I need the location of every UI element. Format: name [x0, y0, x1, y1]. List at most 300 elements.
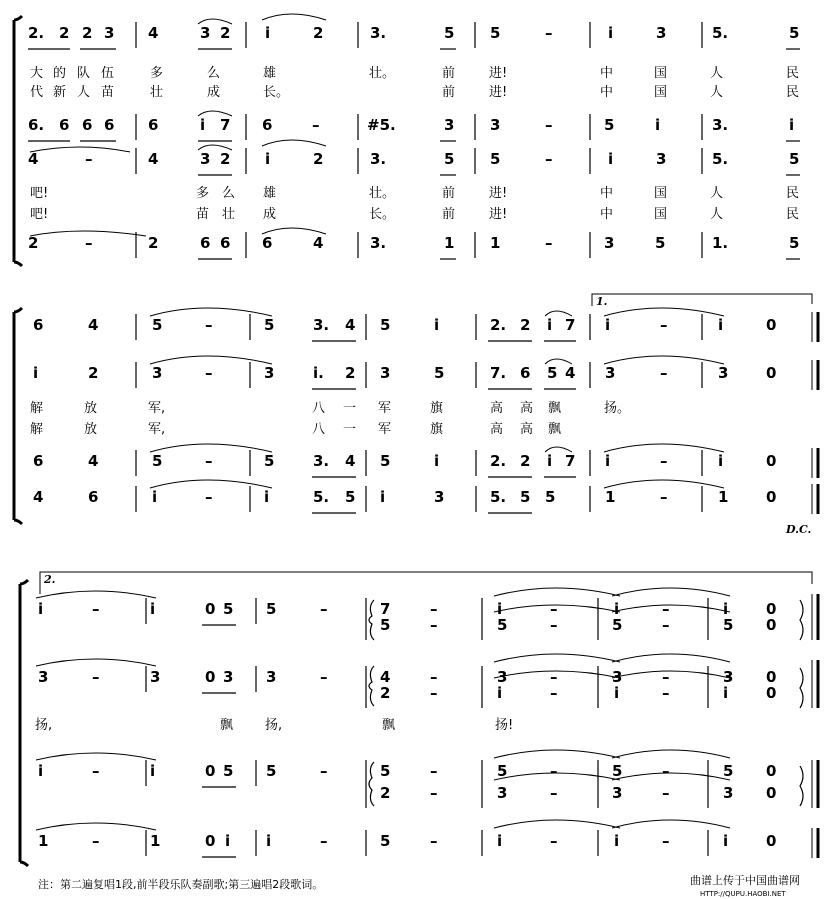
lyric-char: 扬, [265, 718, 283, 733]
notation-token: 3 [723, 784, 734, 802]
notation-token: 6 [59, 116, 70, 134]
notation-token: 3 [152, 364, 163, 382]
notation-token: 6 [148, 116, 159, 134]
notation-token: 2 [520, 452, 531, 470]
notation-token: 0 [205, 668, 216, 686]
notation-token: – [92, 600, 100, 618]
lyric-char: 吧! [30, 207, 49, 222]
lyric-char: 壮 [222, 207, 236, 222]
lyric-char: 扬。 [604, 401, 631, 416]
lyric-char: 成 [207, 85, 221, 100]
notation-token: 4 [148, 24, 159, 42]
notation-token: 1 [150, 832, 161, 850]
lyric-char: 解 [30, 422, 44, 437]
notation-token: 0 [766, 316, 777, 334]
notation-token: 1 [490, 234, 501, 252]
notation-token: – [320, 832, 328, 850]
lyric-char: 大 [30, 66, 44, 81]
notation-token: i [718, 316, 724, 334]
notation-token: 6 [33, 316, 44, 334]
notation-token: 2 [345, 364, 356, 382]
notation-token: – [545, 150, 553, 168]
lyric-char: 八 [312, 401, 326, 416]
notation-token: 4 [88, 316, 99, 334]
notation-token: 5 [547, 364, 558, 382]
notation-token: 5 [655, 234, 666, 252]
notation-token: – [430, 832, 438, 850]
notation-token: 3 [264, 364, 275, 382]
notation-token: 3 [444, 116, 455, 134]
watermark-text: 曲谱上传于中国曲谱网 [690, 874, 800, 887]
lyric-char: 人 [77, 85, 91, 100]
notation-token: 4 [88, 452, 99, 470]
notation-token: 3 [104, 24, 115, 42]
notation-token: 1 [718, 488, 729, 506]
lyric-char: 放 [84, 401, 98, 416]
notation-token: 4 [313, 234, 324, 252]
notation-token: 5 [612, 616, 623, 634]
notation-token: 0 [766, 600, 777, 618]
notation-token: 4 [33, 488, 44, 506]
notation-token: 5 [497, 616, 508, 634]
lyric-char: 吧! [30, 186, 49, 201]
notation-token: i [497, 832, 503, 850]
notation-token: – [662, 784, 670, 802]
notation-token: 6 [520, 364, 531, 382]
notation-token: i [614, 832, 620, 850]
notation-token: 5 [264, 316, 275, 334]
notation-token: 2 [380, 784, 391, 802]
notation-token: i [605, 316, 611, 334]
notation-token: 5 [789, 150, 800, 168]
watermark-url: HTTP://QUPU.HAOBI.NET [700, 890, 786, 898]
notation-token: 5 [152, 452, 163, 470]
lyric-char: 飘 [220, 718, 234, 733]
notation-token: – [660, 316, 668, 334]
notation-token: 2. [490, 316, 507, 334]
lyric-char: 人 [710, 207, 724, 222]
notation-token: – [550, 762, 558, 780]
notation-token: 3 [612, 668, 623, 686]
lyric-char: 前 [442, 186, 456, 201]
lyric-char: 前 [442, 66, 456, 81]
notation-token: 5 [264, 452, 275, 470]
notation-token: 4 [28, 150, 39, 168]
notation-token: i [266, 832, 272, 850]
notation-token: i [723, 832, 729, 850]
notation-token: 5 [490, 150, 501, 168]
notation-token: 5 [604, 116, 615, 134]
lyric-char: 放 [84, 422, 98, 437]
lyric-char: 人 [710, 85, 724, 100]
notation-token: i [723, 600, 729, 618]
notation-token: 5 [380, 832, 391, 850]
notation-token: i. [313, 364, 324, 382]
notation-token: 3 [380, 364, 391, 382]
notation-token: – [320, 600, 328, 618]
lyric-char: 伍 [101, 66, 115, 81]
notation-token: 2. [28, 24, 45, 42]
lyric-char: 进! [489, 85, 508, 100]
notation-token: 7 [380, 600, 391, 618]
lyric-char: 飘 [382, 718, 396, 733]
notation-token: 1 [605, 488, 616, 506]
notation-token: 7. [490, 364, 507, 382]
notation-token: 3. [313, 452, 330, 470]
notation-token: – [205, 316, 213, 334]
lyric-char: 壮 [150, 85, 164, 100]
notation-token: – [430, 762, 438, 780]
notation-token: 3. [313, 316, 330, 334]
notation-token: 6 [33, 452, 44, 470]
notation-token: 4 [565, 364, 576, 382]
notation-token: 0 [766, 784, 777, 802]
lyric-char: 么 [207, 66, 221, 81]
lyric-char: 旗 [430, 401, 444, 416]
notation-token: 3 [612, 784, 623, 802]
da-capo-mark: D.C. [786, 523, 812, 536]
lyric-char: 扬! [495, 718, 514, 733]
notation-token: i [265, 150, 271, 168]
lyric-char: 军, [148, 401, 166, 416]
lyric-char: 一 [343, 401, 357, 416]
notation-token: 5 [723, 616, 734, 634]
lyric-char: 国 [654, 66, 668, 81]
notation-token: – [430, 600, 438, 618]
notation-token: 6 [262, 116, 273, 134]
notation-token: 5 [266, 762, 277, 780]
notation-token: 5 [380, 452, 391, 470]
notation-token: – [662, 600, 670, 618]
lyric-char: 成 [263, 207, 277, 222]
notation-token: 2 [313, 150, 324, 168]
notation-token: – [320, 668, 328, 686]
notation-token: – [92, 762, 100, 780]
notation-token: 5 [612, 762, 623, 780]
notation-token: i [547, 452, 553, 470]
lyric-char: 八 [312, 422, 326, 437]
volta-1-label: 1. [596, 295, 608, 308]
notation-token: – [550, 668, 558, 686]
notation-token: 0 [205, 832, 216, 850]
notation-token: 5 [380, 616, 391, 634]
notation-token: i [614, 684, 620, 702]
notation-token: 4 [380, 668, 391, 686]
notation-token: 3 [38, 668, 49, 686]
notation-token: – [545, 234, 553, 252]
notation-token: – [662, 832, 670, 850]
notation-token: 6 [220, 234, 231, 252]
lyric-char: 长。 [263, 85, 290, 100]
notation-token: 3 [604, 234, 615, 252]
notation-token: 0 [766, 668, 777, 686]
notation-token: i [605, 452, 611, 470]
lyric-char: 一 [343, 422, 357, 437]
notation-token: 6. [28, 116, 45, 134]
notation-token: – [85, 150, 93, 168]
notation-token: – [662, 616, 670, 634]
notation-token: 0 [766, 616, 777, 634]
notation-token: – [545, 24, 553, 42]
notation-token: 2 [520, 316, 531, 334]
notation-token: i [152, 488, 158, 506]
notation-token: 2 [313, 24, 324, 42]
notation-token: 3. [370, 150, 387, 168]
notation-token: 0 [766, 684, 777, 702]
lyric-char: 国 [654, 186, 668, 201]
lyric-char: 苗 [101, 85, 115, 100]
notation-token: i [608, 24, 614, 42]
notation-token: i [497, 600, 503, 618]
notation-token: – [430, 668, 438, 686]
lyric-char: 中 [600, 85, 614, 100]
lyric-char: 高 [490, 401, 504, 416]
notation-token: – [550, 684, 558, 702]
notation-token: 3 [266, 668, 277, 686]
notation-token: 6 [262, 234, 273, 252]
notation-token: 5. [313, 488, 330, 506]
lyric-char: 么 [222, 186, 236, 201]
system-3-frame [20, 572, 818, 866]
notation-token: 2 [59, 24, 70, 42]
notation-token: 7 [220, 116, 231, 134]
notation-token: – [205, 364, 213, 382]
lyric-char: 进! [489, 66, 508, 81]
lyric-char: 进! [489, 186, 508, 201]
lyric-char: 的 [53, 66, 67, 81]
notation-token: 5 [152, 316, 163, 334]
notation-token: 0 [766, 488, 777, 506]
notation-token: – [550, 784, 558, 802]
notation-token: 1 [444, 234, 455, 252]
notation-token: 5 [345, 488, 356, 506]
notation-token: 5 [545, 488, 556, 506]
lyric-char: 高 [520, 401, 534, 416]
notation-token: 2 [220, 24, 231, 42]
notation-token: 5 [520, 488, 531, 506]
lyric-char: 代 [30, 85, 44, 100]
notation-token: 5 [223, 762, 234, 780]
notation-token: 0 [205, 600, 216, 618]
notation-token: 2. [490, 452, 507, 470]
notation-token: 3 [497, 784, 508, 802]
notation-token: 3. [370, 234, 387, 252]
notation-token: i [789, 116, 795, 134]
volta-2-label: 2. [44, 573, 56, 586]
notation-token: i [264, 488, 270, 506]
lyric-char: 军, [148, 422, 166, 437]
notation-token: 5 [266, 600, 277, 618]
notation-token: – [550, 600, 558, 618]
lyric-char: 前 [442, 207, 456, 222]
notation-token: i [655, 116, 661, 134]
notation-token: 5 [789, 24, 800, 42]
notation-token: – [550, 832, 558, 850]
lyric-char: 民 [786, 85, 800, 100]
notation-token: i [33, 364, 39, 382]
notation-token: 4 [345, 452, 356, 470]
notation-token: – [662, 762, 670, 780]
notation-token: 3 [656, 24, 667, 42]
footnote: 注：第二遍复唱1段,前半段乐队奏副歌;第三遍唱2段歌词。 [38, 878, 324, 891]
notation-token: i [225, 832, 231, 850]
notation-token: 5 [434, 364, 445, 382]
notation-token: 3 [656, 150, 667, 168]
notation-token: – [660, 488, 668, 506]
lyric-char: 进! [489, 207, 508, 222]
notation-token: 5 [497, 762, 508, 780]
notation-token: 6 [200, 234, 211, 252]
lyric-char: 雄 [263, 66, 277, 81]
notation-token: – [92, 832, 100, 850]
notation-token: – [430, 616, 438, 634]
notation-token: – [320, 762, 328, 780]
lyric-char: 壮。 [369, 186, 396, 201]
lyric-char: 壮。 [369, 66, 396, 81]
lyric-char: 长。 [369, 207, 396, 222]
system-1-frame [14, 14, 800, 266]
notation-token: 6 [82, 116, 93, 134]
notation-token: i [614, 600, 620, 618]
notation-token: 2 [28, 234, 39, 252]
notation-token: 5. [712, 24, 729, 42]
notation-token: 0 [205, 762, 216, 780]
notation-token: i [380, 488, 386, 506]
system-2-frame [14, 294, 818, 524]
notation-token: – [430, 684, 438, 702]
notation-token: 2 [380, 684, 391, 702]
notation-token: 0 [766, 364, 777, 382]
notation-token: – [430, 784, 438, 802]
lyric-char: 民 [786, 66, 800, 81]
lyric-char: 解 [30, 401, 44, 416]
lyric-char: 苗 [196, 207, 210, 222]
lyric-char: 人 [710, 66, 724, 81]
notation-token: 4 [148, 150, 159, 168]
notation-token: 6 [88, 488, 99, 506]
notation-token: 7 [565, 452, 576, 470]
notation-token: 2 [220, 150, 231, 168]
notation-token: 3. [370, 24, 387, 42]
notation-token: – [85, 234, 93, 252]
lyric-char: 雄 [263, 186, 277, 201]
lyric-char: 飘 [548, 422, 562, 437]
notation-token: i [547, 316, 553, 334]
lyric-char: 新 [53, 85, 67, 100]
notation-token: 5. [490, 488, 507, 506]
notation-token: i [434, 452, 440, 470]
lyric-char: 人 [710, 186, 724, 201]
notation-token: 4 [345, 316, 356, 334]
notation-token: 1. [712, 234, 729, 252]
notation-token: i [265, 24, 271, 42]
lyric-char: 军 [378, 401, 392, 416]
lyric-char: 高 [490, 422, 504, 437]
notation-token: 2 [82, 24, 93, 42]
notation-token: #5. [367, 116, 396, 134]
notation-token: – [312, 116, 320, 134]
notation-token: i [38, 600, 44, 618]
notation-token: i [150, 762, 156, 780]
notation-token: – [660, 364, 668, 382]
notation-token: i [200, 116, 206, 134]
notation-token: – [205, 452, 213, 470]
notation-token: 5 [789, 234, 800, 252]
notation-token: 5. [712, 150, 729, 168]
notation-token: 3 [200, 24, 211, 42]
lyric-char: 多 [196, 186, 210, 201]
lyric-char: 中 [600, 66, 614, 81]
notation-token: 2 [148, 234, 159, 252]
notation-token: i [38, 762, 44, 780]
notation-token: i [497, 684, 503, 702]
notation-token: 5 [723, 762, 734, 780]
notation-token: – [92, 668, 100, 686]
lyric-char: 旗 [430, 422, 444, 437]
notation-token: 3 [497, 668, 508, 686]
notation-token: 3 [605, 364, 616, 382]
notation-token: 3 [490, 116, 501, 134]
notation-token: 3 [223, 668, 234, 686]
lyric-char: 飘 [548, 401, 562, 416]
notation-token: i [608, 150, 614, 168]
notation-token: i [718, 452, 724, 470]
lyric-char: 民 [786, 186, 800, 201]
lyric-char: 中 [600, 186, 614, 201]
notation-token: 5 [490, 24, 501, 42]
lyric-char: 多 [150, 66, 164, 81]
notation-token: 3 [200, 150, 211, 168]
notation-token: 5 [380, 316, 391, 334]
notation-token: 5 [223, 600, 234, 618]
notation-token: – [550, 616, 558, 634]
notation-token: i [434, 316, 440, 334]
notation-token: – [205, 488, 213, 506]
notation-token: 0 [766, 452, 777, 470]
lyric-char: 中 [600, 207, 614, 222]
notation-token: 3. [712, 116, 729, 134]
notation-token: – [660, 452, 668, 470]
notation-token: 3 [150, 668, 161, 686]
notation-token: 3 [718, 364, 729, 382]
lyric-char: 民 [786, 207, 800, 222]
notation-token: 6 [104, 116, 115, 134]
notation-token: 7 [565, 316, 576, 334]
notation-layer [28, 24, 799, 850]
notation-token: – [545, 116, 553, 134]
notation-token: 0 [766, 762, 777, 780]
notation-token: 5 [444, 24, 455, 42]
notation-token: 2 [88, 364, 99, 382]
lyric-char: 高 [520, 422, 534, 437]
notation-token: 0 [766, 832, 777, 850]
notation-token: 3 [434, 488, 445, 506]
lyric-char: 国 [654, 207, 668, 222]
lyric-char: 国 [654, 85, 668, 100]
notation-token: 3 [723, 668, 734, 686]
lyric-char: 队 [77, 66, 91, 81]
notation-token: 5 [444, 150, 455, 168]
notation-token: – [662, 684, 670, 702]
notation-token: i [723, 684, 729, 702]
notation-token: 1 [38, 832, 49, 850]
notation-token: – [662, 668, 670, 686]
lyric-char: 前 [442, 85, 456, 100]
notation-token: i [150, 600, 156, 618]
lyric-char: 军 [378, 422, 392, 437]
lyric-char: 扬, [35, 718, 53, 733]
notation-token: 5 [380, 762, 391, 780]
